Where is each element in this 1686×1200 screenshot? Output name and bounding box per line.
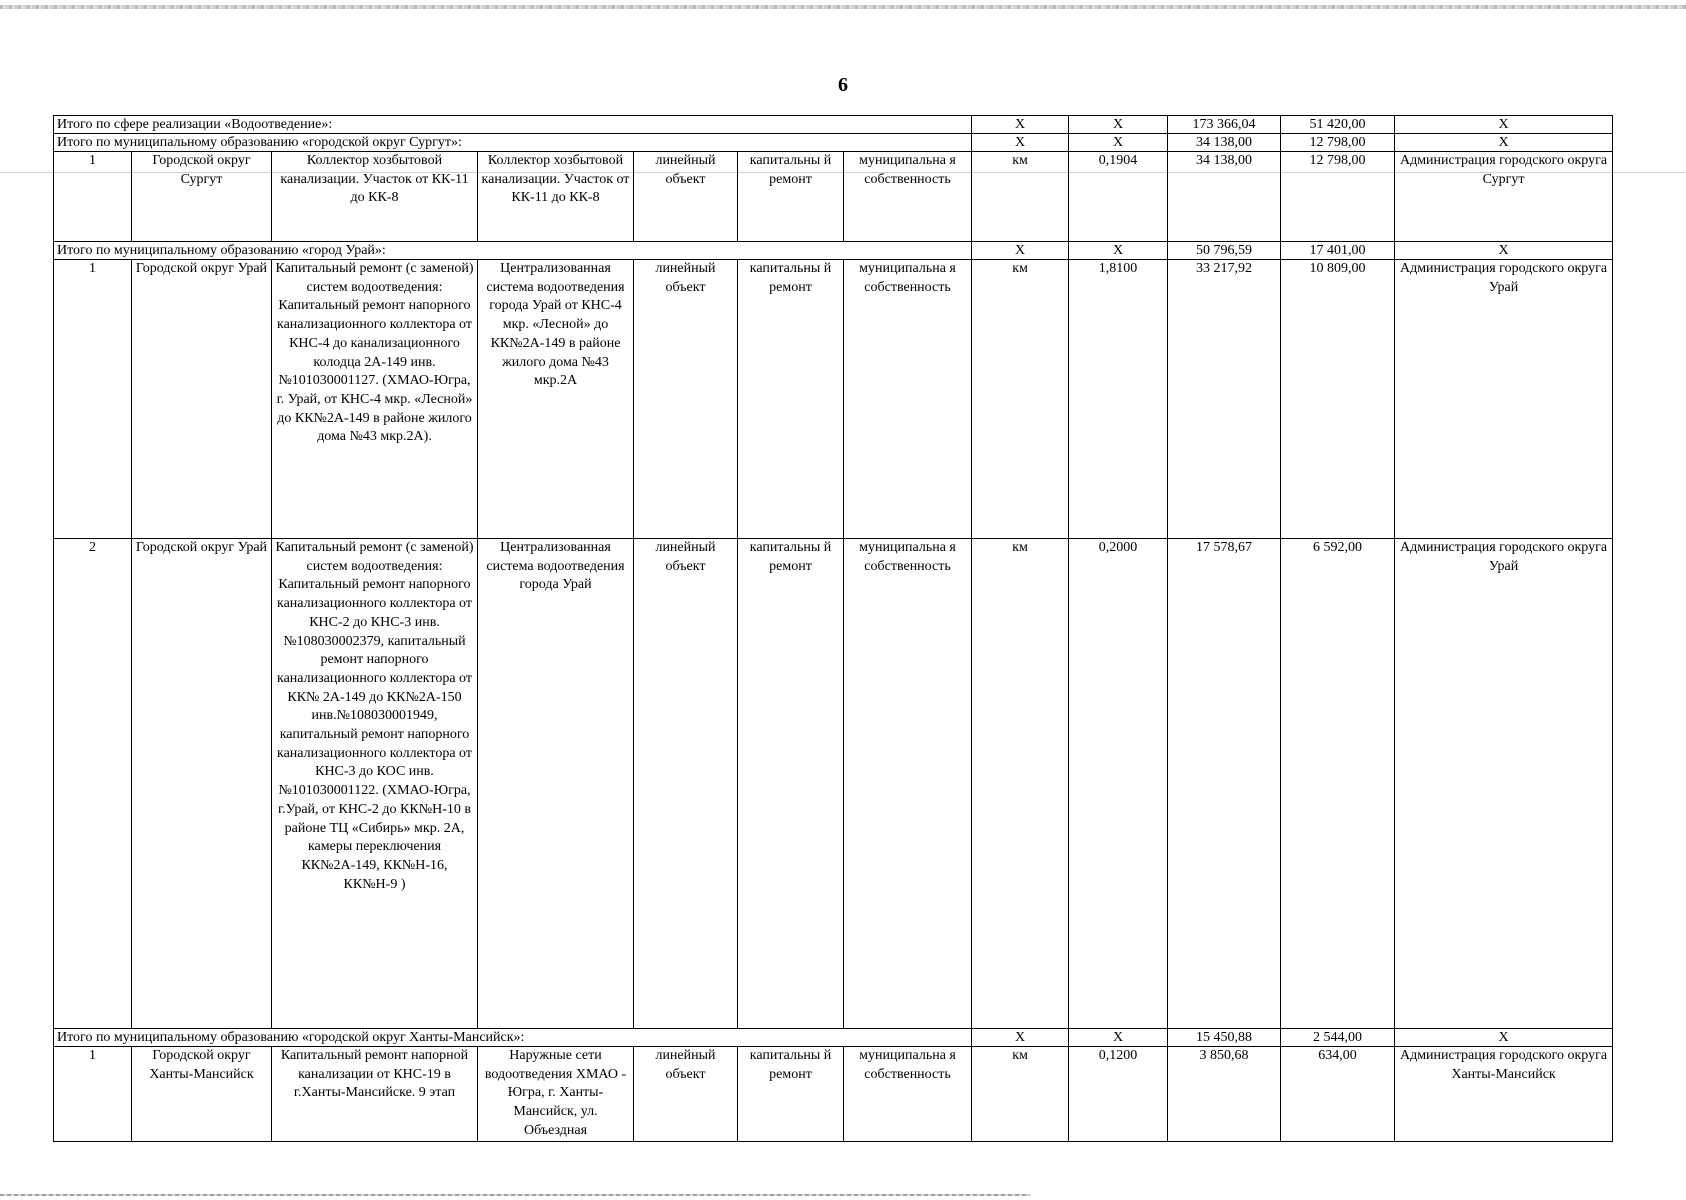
summary-budget: 2 544,00 xyxy=(1281,1029,1395,1047)
summary-row-khanty-mansiysk xyxy=(54,1029,1613,1047)
budget-cell: 6 592,00 xyxy=(1281,539,1395,1029)
ownership-cell: муниципальна я собственность xyxy=(844,539,972,1029)
municipality-cell: Городской округ Урай xyxy=(132,539,272,1029)
total-cost-cell: 3 850,68 xyxy=(1168,1047,1281,1142)
object-name-cell: Коллектор хозбытовой канализации. Участок от КК-11 до КК-8 xyxy=(478,152,634,242)
summary-col-x: Х xyxy=(972,116,1069,134)
object-name-cell: Централизованная система водоотведения города Урай xyxy=(478,539,634,1029)
table-row-surgut-1 xyxy=(54,152,1613,242)
length-cell: 0,1904 xyxy=(1069,152,1168,242)
object-type-cell: линейный объект xyxy=(634,539,738,1029)
summary-col-x: Х xyxy=(1395,1029,1613,1047)
summary-label: Итого по муниципальному образованию «город Урай»: xyxy=(54,242,972,260)
budget-cell: 12 798,00 xyxy=(1281,152,1395,242)
object-type-cell: линейный объект xyxy=(634,1047,738,1142)
work-kind-cell: капитальны й ремонт xyxy=(738,260,844,539)
work-description-cell: Коллектор хозбытовой канализации. Участок от КК-11 до КК-8 xyxy=(272,152,478,242)
summary-label: Итого по сфере реализации «Водоотведение»: xyxy=(54,116,972,134)
scan-edge-bottom xyxy=(0,1194,1030,1196)
unit-cell: км xyxy=(972,539,1069,1029)
object-type-cell: линейный объект xyxy=(634,260,738,539)
municipality-cell: Городской округ Ханты-Мансийск xyxy=(132,1047,272,1142)
summary-total: 50 796,59 xyxy=(1168,242,1281,260)
object-type-cell: линейный объект xyxy=(634,152,738,242)
length-cell: 0,1200 xyxy=(1069,1047,1168,1142)
customer-cell: Администрация городского округа Урай xyxy=(1395,539,1613,1029)
summary-col-x: Х xyxy=(1395,134,1613,152)
budget-cell: 634,00 xyxy=(1281,1047,1395,1142)
budget-cell: 10 809,00 xyxy=(1281,260,1395,539)
summary-total: 173 366,04 xyxy=(1168,116,1281,134)
ownership-cell: муниципальна я собственность xyxy=(844,1047,972,1142)
scan-edge-top xyxy=(0,5,1686,9)
work-kind-cell: капитальны й ремонт xyxy=(738,152,844,242)
work-description-cell: Капитальный ремонт (с заменой) систем водоотведения: Капитальный ремонт напорного канализационного коллектора от КНС-2 до КНС-3 инв.№108030002379, капитальный ремонт напорного канализационного коллектора от КК№ 2А-149 до КК№2А-150 инв.№108030001949, капитальный ремонт напорного канализационного коллектора от КНС-3 до КОС инв.№101030001122. (ХМАО-Югра, г.Урай, от КНС-2 до КК№Н-10 в районе ТЦ «Сибирь» мкр. 2А, камеры переключения КК№2А-149, КК№Н-16, КК№Н-9 ) xyxy=(272,539,478,1029)
summary-budget: 51 420,00 xyxy=(1281,116,1395,134)
unit-cell: км xyxy=(972,152,1069,242)
municipality-cell: Городской округ Сургут xyxy=(132,152,272,242)
summary-col-x: Х xyxy=(972,242,1069,260)
row-number: 1 xyxy=(54,152,132,242)
summary-total: 34 138,00 xyxy=(1168,134,1281,152)
total-cost-cell: 34 138,00 xyxy=(1168,152,1281,242)
summary-label: Итого по муниципальному образованию «городской округ Сургут»: xyxy=(54,134,972,152)
summary-budget: 17 401,00 xyxy=(1281,242,1395,260)
table-row-uray-1 xyxy=(54,260,1613,539)
summary-budget: 12 798,00 xyxy=(1281,134,1395,152)
investment-program-table xyxy=(53,115,1613,1142)
row-number: 1 xyxy=(54,1047,132,1142)
summary-col-x: Х xyxy=(1069,116,1168,134)
customer-cell: Администрация городского округа Ханты-Мансийск xyxy=(1395,1047,1613,1142)
work-kind-cell: капитальны й ремонт xyxy=(738,1047,844,1142)
object-name-cell: Централизованная система водоотведения города Урай от КНС-4 мкр. «Лесной» до КК№2А-149 в районе жилого дома №43 мкр.2А xyxy=(478,260,634,539)
length-cell: 1,8100 xyxy=(1069,260,1168,539)
summary-col-x: Х xyxy=(972,1029,1069,1047)
work-description-cell: Капитальный ремонт напорной канализации от КНС-19 в г.Ханты-Мансийске. 9 этап xyxy=(272,1047,478,1142)
table-row-khanty-mansiysk-1 xyxy=(54,1047,1613,1142)
summary-row-sphere xyxy=(54,116,1613,134)
work-kind-cell: капитальны й ремонт xyxy=(738,539,844,1029)
unit-cell: км xyxy=(972,260,1069,539)
summary-total: 15 450,88 xyxy=(1168,1029,1281,1047)
summary-col-x: Х xyxy=(1395,242,1613,260)
summary-col-x: Х xyxy=(972,134,1069,152)
summary-col-x: Х xyxy=(1069,1029,1168,1047)
work-description-cell: Капитальный ремонт (с заменой) систем водоотведения: Капитальный ремонт напорного канализационного коллектора от КНС-4 до канализационного колодца 2А-149 инв.№101030001127. (ХМАО-Югра, г. Урай, от КНС-4 мкр. «Лесной» до КК№2А-149 в районе жилого дома №43 мкр.2А). xyxy=(272,260,478,539)
summary-label: Итого по муниципальному образованию «городской округ Ханты-Мансийск»: xyxy=(54,1029,972,1047)
summary-col-x: Х xyxy=(1395,116,1613,134)
page-number: 6 xyxy=(838,74,848,96)
ownership-cell: муниципальна я собственность xyxy=(844,260,972,539)
municipality-cell: Городской округ Урай xyxy=(132,260,272,539)
total-cost-cell: 33 217,92 xyxy=(1168,260,1281,539)
ownership-cell: муниципальна я собственность xyxy=(844,152,972,242)
unit-cell: км xyxy=(972,1047,1069,1142)
customer-cell: Администрация городского округа Урай xyxy=(1395,260,1613,539)
total-cost-cell: 17 578,67 xyxy=(1168,539,1281,1029)
length-cell: 0,2000 xyxy=(1069,539,1168,1029)
row-number: 1 xyxy=(54,260,132,539)
summary-row-uray xyxy=(54,242,1613,260)
customer-cell: Администрация городского округа Сургут xyxy=(1395,152,1613,242)
row-number: 2 xyxy=(54,539,132,1029)
summary-row-surgut xyxy=(54,134,1613,152)
summary-col-x: Х xyxy=(1069,242,1168,260)
object-name-cell: Наружные сети водоотведения ХМАО - Югра, г. Ханты-Мансийск, ул. Объездная xyxy=(478,1047,634,1142)
table-row-uray-2 xyxy=(54,539,1613,1029)
summary-col-x: Х xyxy=(1069,134,1168,152)
